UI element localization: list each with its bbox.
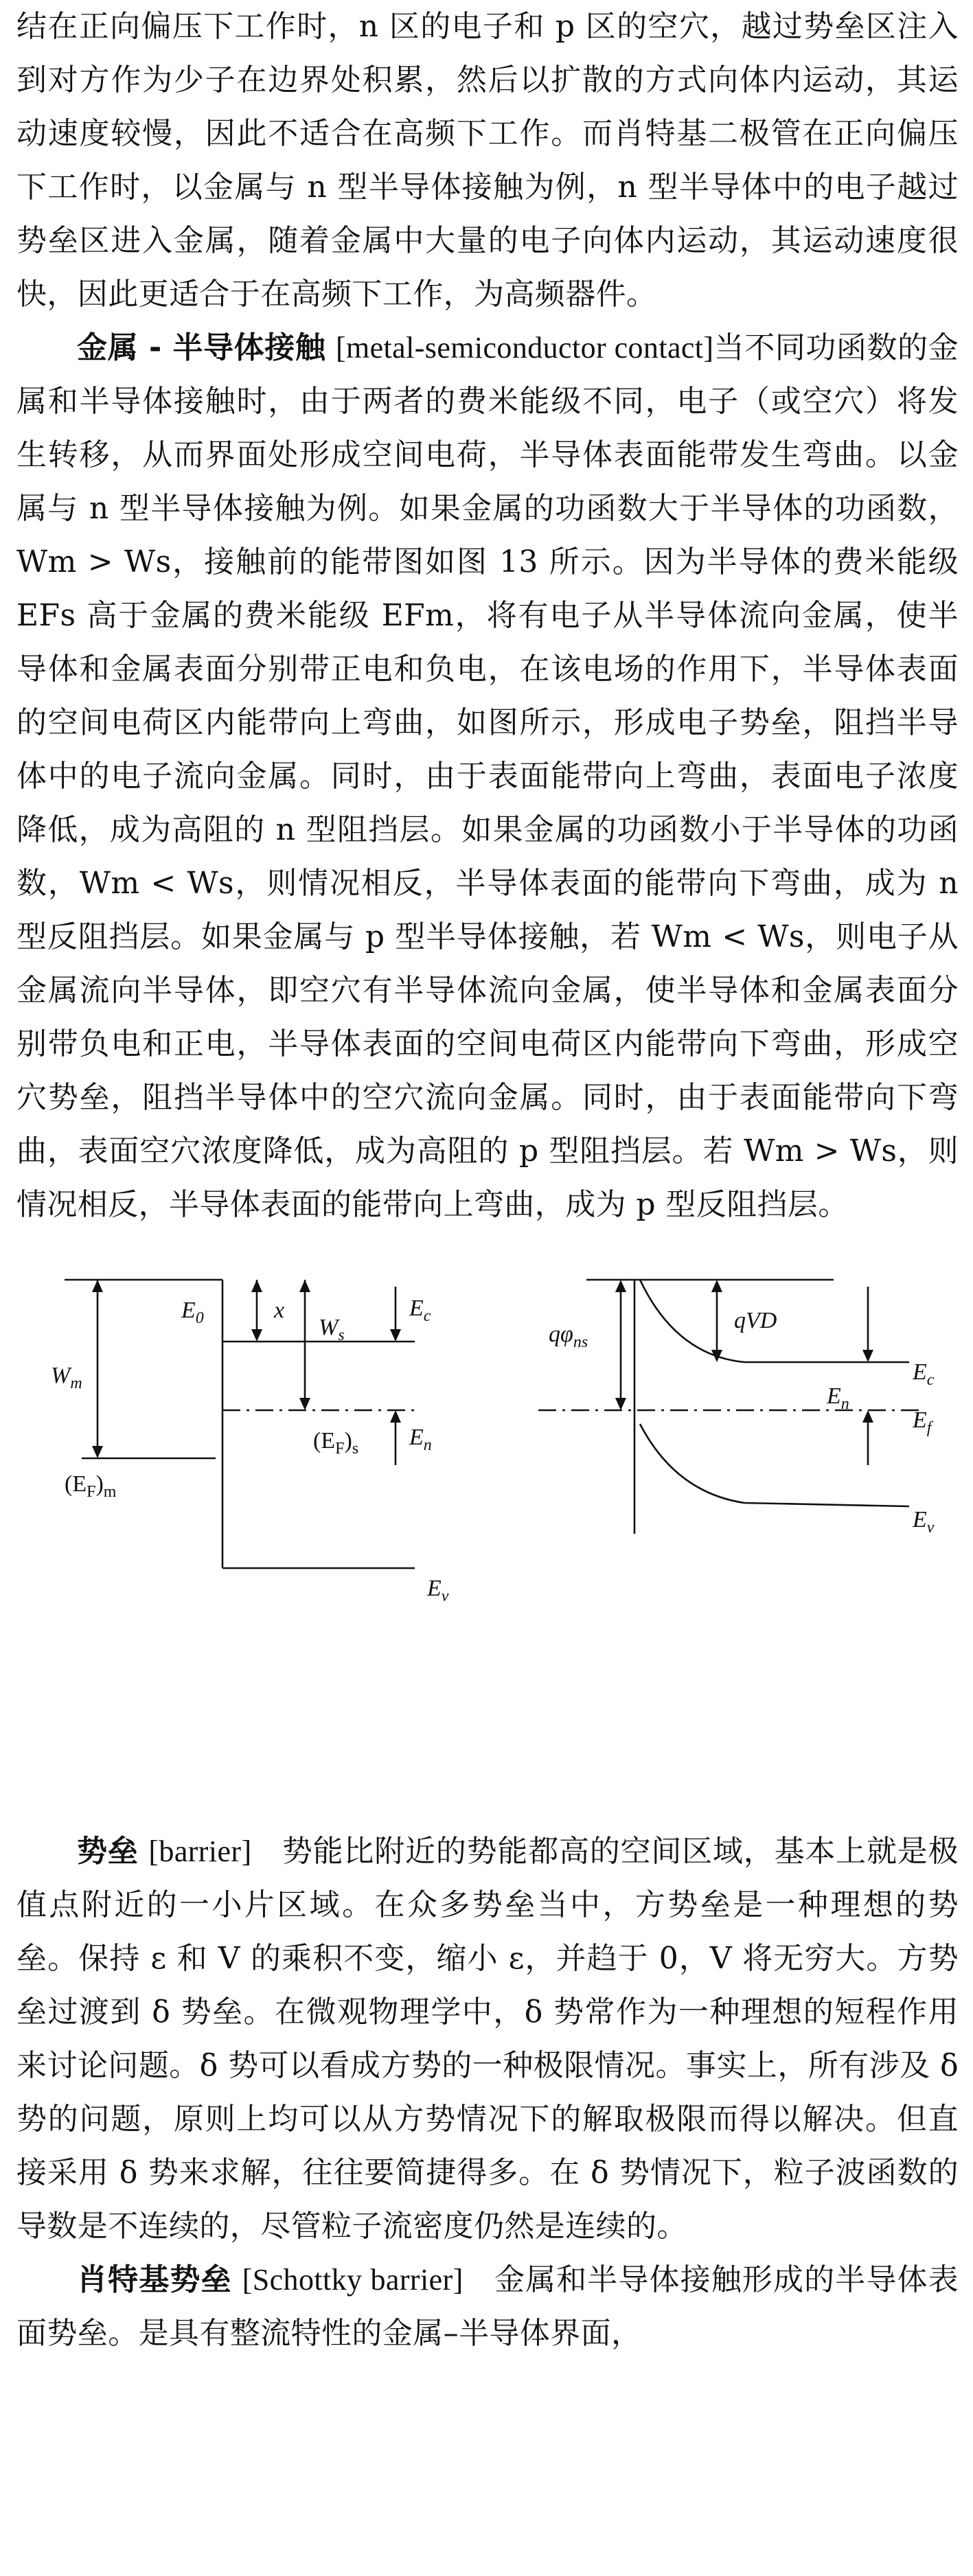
entry-term-english: [metal-semiconductor contact] xyxy=(335,331,714,365)
entry-body: 当不同功函数的金属和半导体接触时，由于两者的费米能级不同，电子（或空穴）将发生转移，从而界面处形成空间电荷，半导体表面能带发生弯曲。以金属与 n 型半导体接触为例。如果金属的功函数大于半导体的功函数，Wm > Ws，接触前的能带图如图 13 所示。因为半导体的费米能级 EFs 高于金属的费米能级 EFm，将有电子从半导体流向金属，使半导体和金属表面分别带正电和负电，在该电场的作用下，半导体表面的空间电荷区内能带向上弯曲，如图所示，形成电子势垒，阻挡半导体中的电子流向金属。同时，由于表面能带向上弯曲，表面电子浓度降低，成为高阻的 n 型阻挡层。如果金属的功函数小于半导体的功函数，Wm < Ws，则情况相反，半导体表面的能带向下弯曲，成为 n 型反阻挡层。如果金属与 p 型半导体接触，若 Wm < Ws，则电子从金属流向半导体，即空穴有半导体流向金属，使半导体和金属表面分别带负电和正电，半导体表面的空间电荷区内能带向下弯曲，形成空穴势垒，阻挡半导体中的空穴流向金属。同时，由于表面能带向下弯曲，表面空穴浓度降低，成为高阻的 p 型阻挡层。若 Wm > Ws，则情况相反，半导体表面的能带向上弯曲，成为 p 型反阻挡层。 xyxy=(16,330,959,1222)
label-ev-right: $E_v$ xyxy=(913,1507,935,1537)
energy-band-figure xyxy=(16,1239,959,1802)
band-diagram-svg xyxy=(16,1239,959,1802)
label-ef-right: $E_f$ xyxy=(913,1407,932,1437)
entry-body: 金属和半导体接触形成的半导体表面势垒。是具有整流特性的金属–半导体界面， xyxy=(16,2262,959,2351)
label-ec-right: $E_c$ xyxy=(913,1359,935,1389)
entry-barrier xyxy=(16,1825,959,2253)
label-ev-left: $E_v$ xyxy=(427,1576,449,1605)
label-en-right: $E_n$ xyxy=(827,1383,849,1413)
label-qvd: qVD xyxy=(734,1308,777,1333)
label-qphi-ns: $q\varphi_{ns}$ xyxy=(549,1322,588,1351)
label-wm: $W_m$ xyxy=(51,1363,82,1392)
entry-metal-semiconductor-contact xyxy=(16,321,959,1232)
label-x: x xyxy=(274,1298,285,1323)
label-en-left: $E_n$ xyxy=(409,1425,432,1454)
label-ec-left: $E_c$ xyxy=(409,1296,431,1325)
document-page xyxy=(16,0,959,2360)
entry-term-english: [Schottky barrier] xyxy=(242,2263,463,2297)
entry-body: 势能比附近的势能都高的空间区域，基本上就是极值点附近的一小片区域。在众多势垒当中，方势垒是一种理想的势垒。保持 ε 和 V 的乘积不变，缩小 ε，并趋于 0，V 将无穷大。方势垒过渡到 δ 势垒。在微观物理学中，δ 势常作为一种理想的短程作用来讨论问题。δ 势可以看成方势的一种极限情况。事实上，所有涉及 δ 势的问题，原则上均可以从方势情况下的解取极限而得以解决。但直接采用 δ 势来求解，往往要简捷得多。在 δ 势情况下，粒子波函数的导数是不连续的，尽管粒子流密度仍然是连续的。 xyxy=(16,1834,959,2244)
label-efs: $(E_F)_s$ xyxy=(313,1428,359,1458)
label-e0: $E_0$ xyxy=(181,1298,204,1327)
paragraph-pn-vs-schottky: 结在正向偏压下工作时，n 区的电子和 p 区的空穴，越过势垒区注入到对方作为少子在边界处积累，然后以扩散的方式向体内运动，其运动速度较慢，因此不适合在高频下工作。而肖特基二极管在正向偏压下工作时，以金属与 n 型半导体接触为例，n 型半导体中的电子越过势垒区进入金属，随着金属中大量的电子向体内运动，其运动速度很快，因此更适合于在高频下工作，为高频器件。 xyxy=(16,9,959,312)
entry-term-english: [barrier] xyxy=(148,1835,252,1868)
label-ws: $W_s$ xyxy=(319,1315,345,1344)
entry-term: 肖特基势垒 xyxy=(77,2262,232,2297)
entry-term: 金属 - 半导体接触 xyxy=(77,330,326,365)
entry-schottky-barrier xyxy=(16,2253,959,2360)
label-efm: $(E_F)_m$ xyxy=(65,1471,117,1501)
entry-term: 势垒 xyxy=(77,1834,139,1869)
